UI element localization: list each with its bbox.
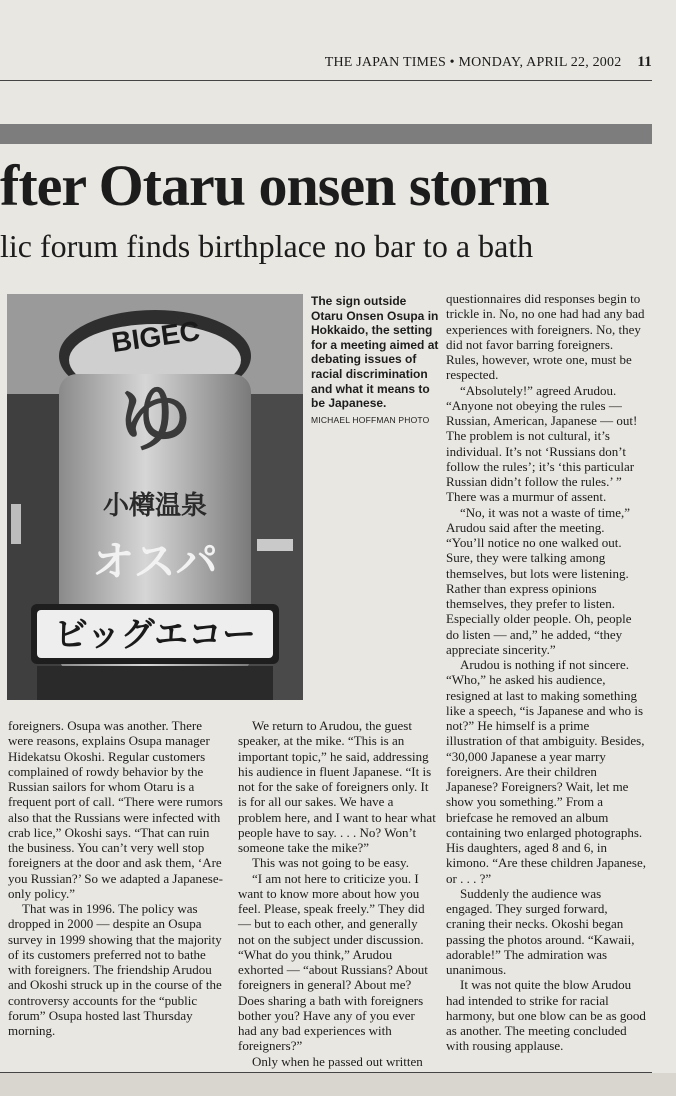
sign-mid-text: 小樽温泉 [102,491,208,521]
paragraph: We return to Arudou, the guest speaker, at the mike. “This is an important topic,” he said, addressing his audience in fluent Japanese. “It is not for the sake of foreigners only. It is for all our sakes. We have a problem here, and I want to hear what people have to say. . . . No? Won’t someone take the mike?” [238,718,436,855]
sign-bottom-text: ビッグエコー [54,615,256,655]
sign-symbol-text: ゆ [118,376,192,462]
article-column-2 [238,718,436,1069]
headline: fter Otaru onsen storm [0,153,549,218]
paragraph: This was not going to be easy. [252,855,409,871]
page-number: 11 [637,54,652,70]
header-dateline: THE JAPAN TIMES • MONDAY, APRIL 22, 2002 [324,55,622,70]
paragraph: Only when he passed out written [252,1053,423,1069]
article-photo [7,294,303,700]
page-header [0,54,652,71]
section-band [0,124,652,144]
photo-caption [311,294,439,427]
paragraph: questionnaires did responses begin to trickle in. No, no one had had any bad experiences with foreigners. No, they did not favor barring foreigners. Rules, however, wrote one, must be respected. [446,291,645,383]
photo-credit: MICHAEL HOFFMAN PHOTO [311,414,430,425]
sign-kana-text: オスパ [92,537,218,586]
paragraph: That was in 1996. The policy was dropped in 2000 — despite an Osupa survey in 1999 showing that the majority of its customers preferred not to bathe with foreigners. The friendship Arudou and Okoshi struck up in the course of the controversy accounts for the “public forum” Osupa hosted last Thursday morning. [8,901,222,1038]
onsen-sign-photo [7,294,303,700]
article-column-3 [446,291,646,1054]
caption-text: The sign outside Otaru Onsen Osupa in Hokkaido, the setting for a meeting aimed at debating issues of racial discrimination and what it means to be Japanese. [311,294,439,411]
paragraph: It was not quite the blow Arudou had intended to strike for racial harmony, but one blow can be as good as another. The meeting concluded with rousing applause. [446,977,646,1054]
paragraph: “I am not here to criticize you. I want to know more about how you feel. Please, speak freely.” They did — but to each other, and generally not on the subject under discussion. “What do you think,” Arudou exhorted — “about Russians? About foreigners in general? About me? Does sharing a bath with foreigners bother you? Have any of you ever had any bad experiences with foreigners?” [238,870,428,1054]
header-rule [0,80,652,81]
paragraph: “Absolutely!” agreed Arudou. “Anyone not obeying the rules — Russian, American, Japanese — out! The problem is not cultural, it’s individual. It’s not ‘Russians don’t follow the rules’; it’s ‘this particular Russian didn’t follow the rules.’ ” There was a murmur of assent. [446,382,638,505]
subheadline: lic forum finds birthplace no bar to a bath [0,228,534,264]
paragraph: foreigners. Osupa was another. There were reasons, explains Osupa manager Hidekatsu Okoshi. Regular customers complained of rowdy behavior by the Russian sailors for whom Otaru is a frequent port of call. “There were rumors also that the Russians were infected with crab lice,” Okoshi says. “That can ruin the business. You can’t very well stop foreigners at the door and ask them, ‘Are you Russian?’ So we adapted a Japanese-only policy.” [8,718,223,901]
article-column-1 [8,718,224,1038]
paragraph: Arudou is nothing if not sincere. “Who,” he asked his audience, resigned at last to making something like a speech, “is Japanese and who is not?” He himself is a prime illustration of that ambiguity. Besides, “30,000 Japanese a year marry foreigners. Are their children Japanese? Foreigners? Wait, let me show you something.” From a briefcase he removed an album containing two enlarged photographs. His daughters, aged 8 and 6, in kimono. “Are these children Japanese, or . . . ?” [446,657,646,886]
page-bottom-edge [0,1073,676,1096]
paragraph: Suddenly the audience was engaged. They surged forward, craning their necks. Okoshi began passing the photos around. “Kawaii, adorable!” The admiration was unanimous. [446,885,635,977]
sign-top-text: BIGEC [109,315,202,359]
paragraph: “No, it was not a waste of time,” Arudou said after the meeting. “You’ll notice no one walked out. Sure, they were talking among themselves, but lots were listening. Rather than express opinions themselves, they prefer to listen. Especially older people. Oh, people do listen — and,” he added, “they appreciate sincerity.” [446,504,632,657]
